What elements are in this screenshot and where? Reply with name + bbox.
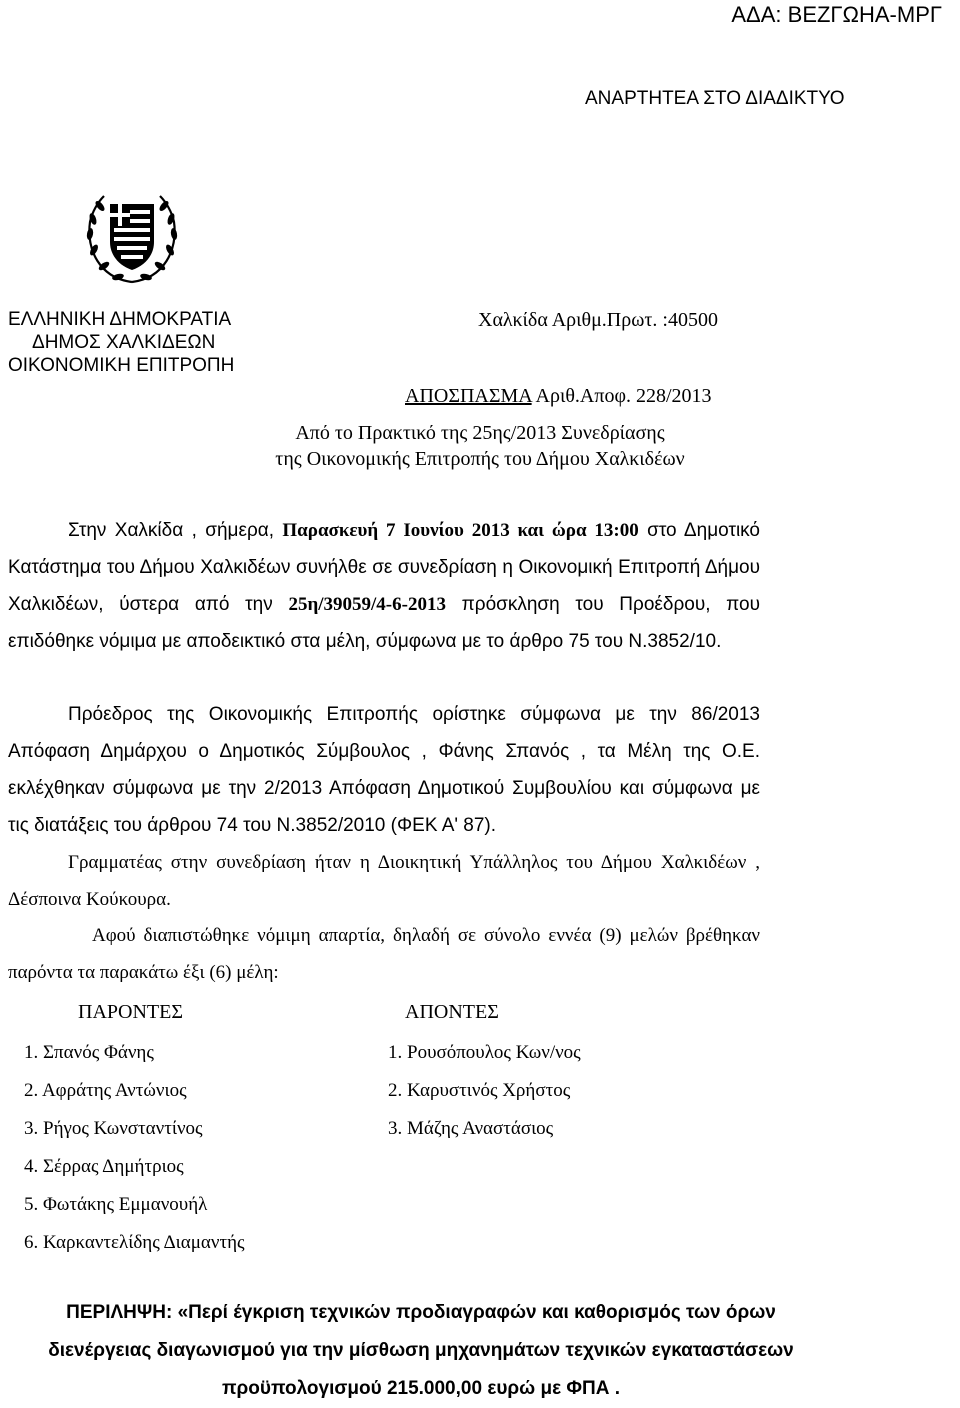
greek-coat-of-arms-icon <box>80 186 184 288</box>
issuer-line-republic: ΕΛΛΗΝΙΚΗ ΔΗΜΟΚΡΑΤΙΑ <box>8 309 232 330</box>
meeting-legal-basis: πρόσκληση του Προέδρου, που επιδόθηκε νόμιμα με αποδεικτικό στα μέλη, σύμφωνα με το άρθρο 75 του Ν.3852/10. <box>8 594 760 652</box>
invitation-ref: 25η/39059/4-6-2013 <box>288 594 446 615</box>
chair-paragraph: Πρόεδρος της Οικονομικής Επιτροπής ορίστηκε σύμφωνα με την 86/2013 Απόφαση Δημάρχου ο Δημοτικός Σύμβουλος , Φάνης Σπανός , τα Μέλη της Ο.Ε. εκλέχθηκαν σύμφωνα με την 2/2013 Απόφαση Δημοτικού Συμβουλίου και σύμφωνα με τις διατάξεις του άρθρου 74 του Ν.3852/2010 (ΦΕΚ Α' 87). <box>8 704 760 836</box>
summary-line2: διενέργειας διαγωνισμού για την μίσθωση μηχανημάτων τεχνικών εγκαταστάσεων <box>48 1340 794 1361</box>
minutes-source-line2: της Οικονομικής Επιτροπής του Δήμου Χαλκιδέων <box>275 448 685 470</box>
issuer-line-municipality: ΔΗΜΟΣ ΧΑΛΚΙΔΕΩΝ <box>32 332 216 353</box>
summary-line3: προϋπολογισμού 215.000,00 ευρώ με ΦΠΑ . <box>222 1378 620 1399</box>
present-heading: ΠΑΡΟΝΤΕΣ <box>78 1001 183 1023</box>
summary-block <box>0 1294 842 1408</box>
meeting-date: Παρασκευή 7 Ιουνίου 2013 και ώρα 13:00 <box>282 520 639 541</box>
quorum-paragraph: Αφού διαπιστώθηκε νόμιμη απαρτία, δηλαδή σε σύνολο εννέα (9) μελών βρέθηκαν παρόντα τα παρακάτω έξι (6) μέλη: <box>8 925 760 983</box>
list-item: 1. Σπανός Φάνης <box>24 1042 154 1063</box>
list-item: 1. Ρουσόπουλος Κων/νος <box>388 1042 581 1063</box>
protocol-number: Χαλκίδα Αριθμ.Πρωτ. :40500 <box>478 309 718 331</box>
list-item: 2. Καρυστινός Χρήστος <box>388 1080 571 1101</box>
meeting-place: στο Δημοτικό Κατάστημα του Δήμου Χαλκιδέων συνήλθε σε συνεδρίαση η Οικονομική Επιτροπή Δήμου Χαλκιδέων, ύστερα από την <box>8 520 760 615</box>
ada-code: ΑΔΑ: ΒΕΖΓΩΗΑ-ΜΡΓ <box>731 2 942 27</box>
list-item: 5. Φωτάκης Εμμανουήλ <box>24 1194 208 1215</box>
extract-label: ΑΠΟΣΠΑΣΜΑ <box>405 385 532 407</box>
minutes-source-line1: Από το Πρακτικό της 25ης/2013 Συνεδρίασης <box>295 422 665 444</box>
posted-online-label: ΑΝΑΡΤΗΤΕΑ ΣΤΟ ΔΙΑΔΙΚΤΥΟ <box>585 88 845 109</box>
meeting-intro: Στην Χαλκίδα , σήμερα, <box>68 520 283 541</box>
list-item: 3. Μάζης Αναστάσιος <box>388 1118 554 1139</box>
decision-number <box>405 385 712 408</box>
absent-heading: ΑΠΟΝΤΕΣ <box>405 1001 499 1023</box>
secretary-paragraph: Γραμματέας στην συνεδρίαση ήταν η Διοικητική Υπάλληλος του Δήμου Χαλκιδέων , Δέσποινα Κούκουρα. <box>8 852 760 910</box>
list-item: 3. Ρήγος Κωνσταντίνος <box>24 1118 203 1139</box>
summary-line1: ΠΕΡΙΛΗΨΗ: «Περί έγκριση τεχνικών προδιαγραφών και καθορισμός των όρων <box>66 1302 776 1323</box>
decision-ref: Αριθ.Αποφ. 228/2013 <box>531 385 712 407</box>
absent-members-list <box>388 1034 581 1148</box>
issuer-line-committee: ΟΙΚΟΝΟΜΙΚΗ ΕΠΙΤΡΟΠΗ <box>8 355 235 376</box>
list-item: 2. Αφράτης Αντώνιος <box>24 1080 187 1101</box>
present-members-list <box>24 1034 245 1262</box>
meeting-paragraph <box>8 512 760 660</box>
list-item: 4. Σέρρας Δημήτριος <box>24 1156 184 1177</box>
list-item: 6. Καρκαντελίδης Διαμαντής <box>24 1232 245 1253</box>
